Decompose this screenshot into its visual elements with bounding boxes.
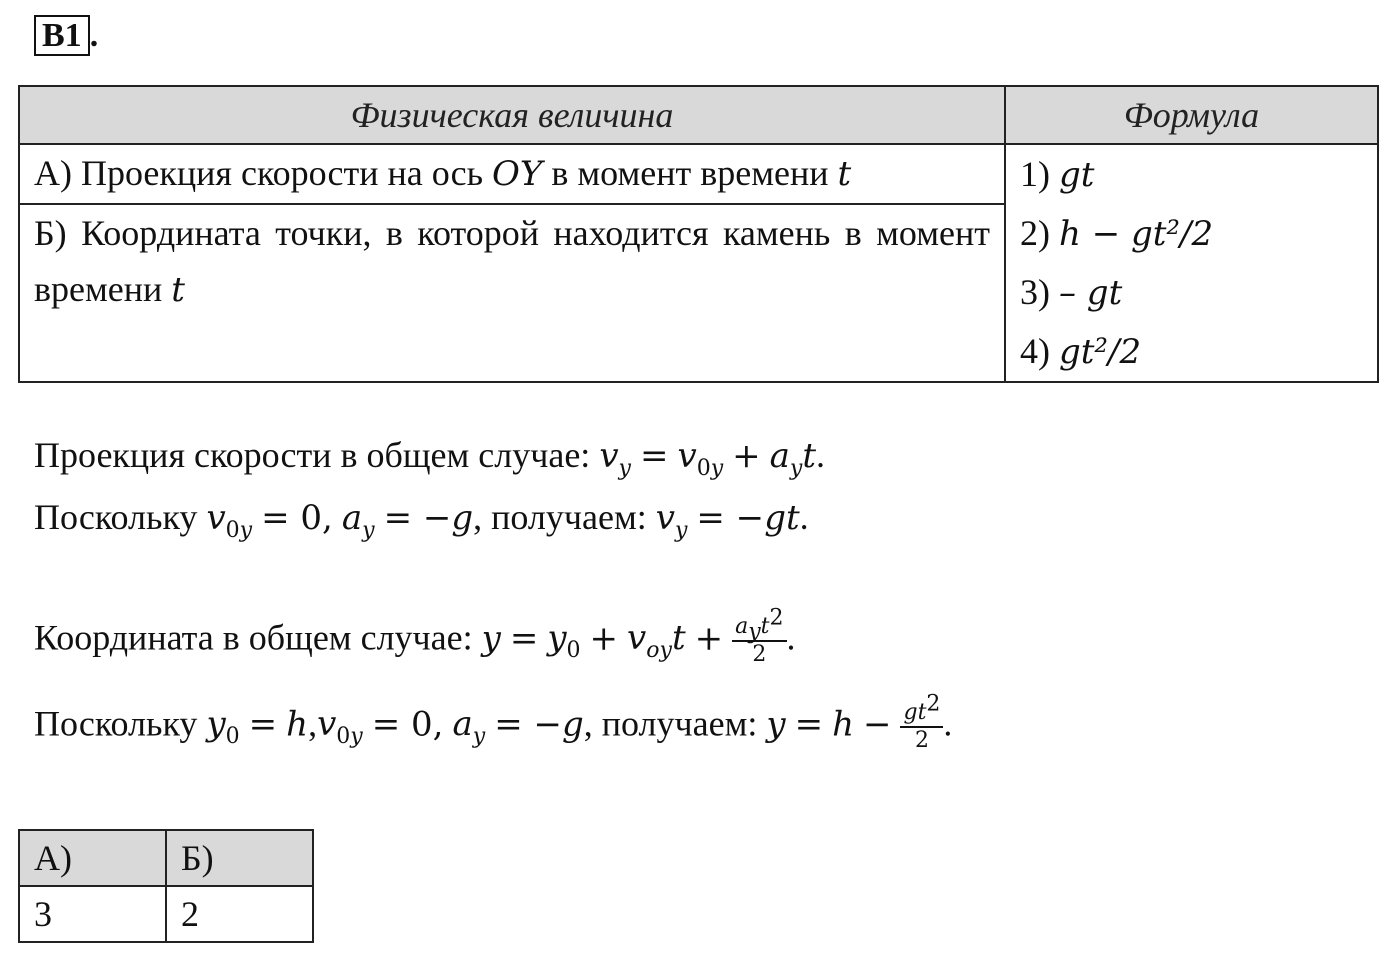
fraction-ayt2-over-2: $\frac{a_yt^2}{2}$	[732, 614, 786, 668]
option-4: 4) gt²/2	[1020, 331, 1142, 372]
task-label-box: B1	[34, 15, 90, 56]
answer-value-a: 3	[19, 886, 166, 942]
question-b-time: t	[171, 269, 185, 310]
header-quantity: Физическая величина	[19, 86, 1005, 144]
options-cell	[1005, 144, 1378, 382]
option-3: 3) – gt	[1020, 272, 1123, 313]
header-formula: Формула	[1005, 86, 1378, 144]
question-a-middle: в момент времени	[551, 153, 829, 193]
question-a	[19, 144, 1005, 204]
question-b	[19, 204, 1005, 382]
answer-header-row	[19, 830, 313, 886]
solution-line-4: Поскольку $y_0 = h,v_{0y} = 0$, $a_y = -g$, получаем: y = h − $\frac{gt^2}{2}$ .	[34, 691, 953, 753]
task-label: B1 .	[34, 17, 98, 55]
option-1: 1) gt	[1020, 154, 1095, 195]
option-2: 2) h − gt²/2	[1020, 213, 1214, 254]
question-b-prefix: Б) Координата точки, в которой находится камень в момент времени	[34, 212, 990, 309]
table-header-row	[19, 86, 1378, 144]
answer-header-a: А)	[19, 830, 166, 886]
table-row	[19, 144, 1378, 204]
answer-table	[18, 829, 314, 943]
answer-header-b: Б)	[166, 830, 313, 886]
question-a-time: t	[837, 154, 852, 194]
matching-table	[18, 85, 1379, 383]
answer-value-b: 2	[166, 886, 313, 942]
question-a-axis: OY	[492, 154, 543, 194]
solution-line-1: Проекция скорости в общем случае: $v_y = v_{0y} + a_yt$.	[34, 435, 826, 481]
fraction-gt2-over-2: $\frac{gt^2}{2}$	[900, 700, 943, 754]
question-a-prefix: А) Проекция скорости на ось	[34, 153, 484, 193]
solution-line-3: Координата в общем случае: $y = y_0 + v_{oy}t$ + $\frac{a_yt^2}{2}$ .	[34, 605, 796, 667]
solution-line-2: Поскольку $v_{0y} = 0$, $a_y = -g$, получаем: $v_y = -gt$.	[34, 497, 809, 543]
answer-value-row	[19, 886, 313, 942]
